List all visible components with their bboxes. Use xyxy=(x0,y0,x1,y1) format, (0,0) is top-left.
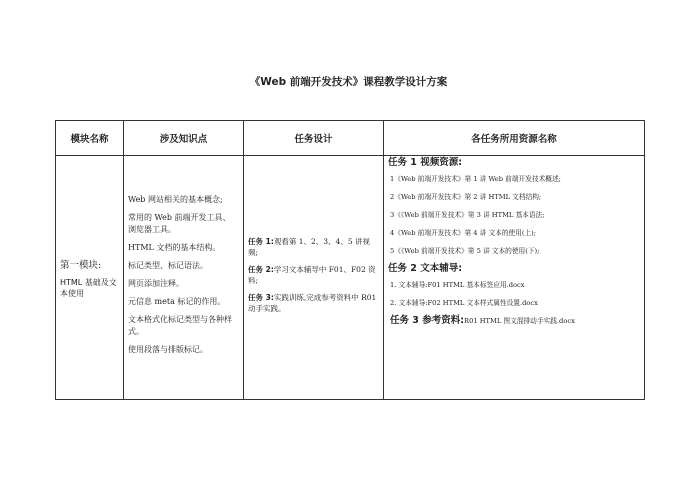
text-resources-heading: 任务 2 文本辅导: xyxy=(388,263,463,274)
document-title: 《Web 前端开发技术》课程教学设计方案 xyxy=(249,76,448,88)
reference-heading: 任务 3 参考资料: xyxy=(390,315,465,326)
header-tasks: 任务设计 xyxy=(244,121,384,156)
point-item: 使用段落与排版标记。 xyxy=(128,344,208,354)
task-label: 任务 1: xyxy=(248,236,274,246)
task-item xyxy=(248,236,379,258)
point-item: Web 网站相关的基本概念; xyxy=(128,194,223,204)
module-cell xyxy=(56,156,124,400)
table-header-row xyxy=(56,121,645,156)
task-item xyxy=(248,264,379,286)
point-item: 元信息 meta 标记的作用。 xyxy=(128,296,226,306)
header-resources: 各任务所用资源名称 xyxy=(384,121,645,156)
reference-resource xyxy=(390,316,640,326)
point-item: 文本格式化标记类型与各种样式。 xyxy=(128,314,232,336)
design-table xyxy=(55,120,645,400)
video-resource: 4《Web 前端开发技术》第 4 讲 文本的使用(上); xyxy=(390,229,537,237)
header-points: 涉及知识点 xyxy=(124,121,244,156)
reference-text: R01 HTML 图文混排动手实践.docx xyxy=(464,317,575,325)
module-subtitle: HTML 基础及文本使用 xyxy=(60,277,117,298)
video-resource: 3《《Web 前端开发技术》第 3 讲 HTML 基本语法; xyxy=(390,211,545,219)
task-text: 实践训练,完成参考资料中 R01 动手实践。 xyxy=(248,292,377,313)
task-text: 学习文本辅导中 F01、F02 资料; xyxy=(248,264,376,285)
video-resources-heading: 任务 1 视频资源: xyxy=(388,157,463,168)
point-item: 常用的 Web 前端开发工具、浏览器工具。 xyxy=(128,212,231,234)
module-name: 第一模块: xyxy=(60,259,102,271)
task-item xyxy=(248,292,379,314)
points-cell xyxy=(124,156,244,400)
video-resource: 2《Web 前端开发技术》第 2 讲 HTML 文档结构; xyxy=(390,193,542,201)
text-resource: 1. 文本辅导:F01 HTML 基本标签应用.docx xyxy=(390,281,525,289)
text-resource: 2. 文本辅导:F02 HTML 文本样式属性设置.docx xyxy=(390,299,538,307)
point-item: HTML 文档的基本结构。 xyxy=(128,242,221,252)
video-resource: 5《《Web 前端开发技术》第 5 讲 文本的使用(下); xyxy=(390,247,540,255)
resources-cell xyxy=(384,156,645,400)
task-label: 任务 2: xyxy=(248,264,274,274)
task-text: 观看第 1、2、3、4、5 讲视频; xyxy=(248,236,370,257)
video-resource: 1《Web 前端开发技术》第 1 讲 Web 前端开发技术概述; xyxy=(390,175,561,183)
point-item: 网页添加注释。 xyxy=(128,278,184,288)
task-label: 任务 3: xyxy=(248,292,274,302)
table-row xyxy=(56,156,645,400)
tasks-cell xyxy=(244,156,384,400)
point-item: 标记类型、标记语法。 xyxy=(128,260,208,270)
header-module: 模块名称 xyxy=(56,121,124,156)
